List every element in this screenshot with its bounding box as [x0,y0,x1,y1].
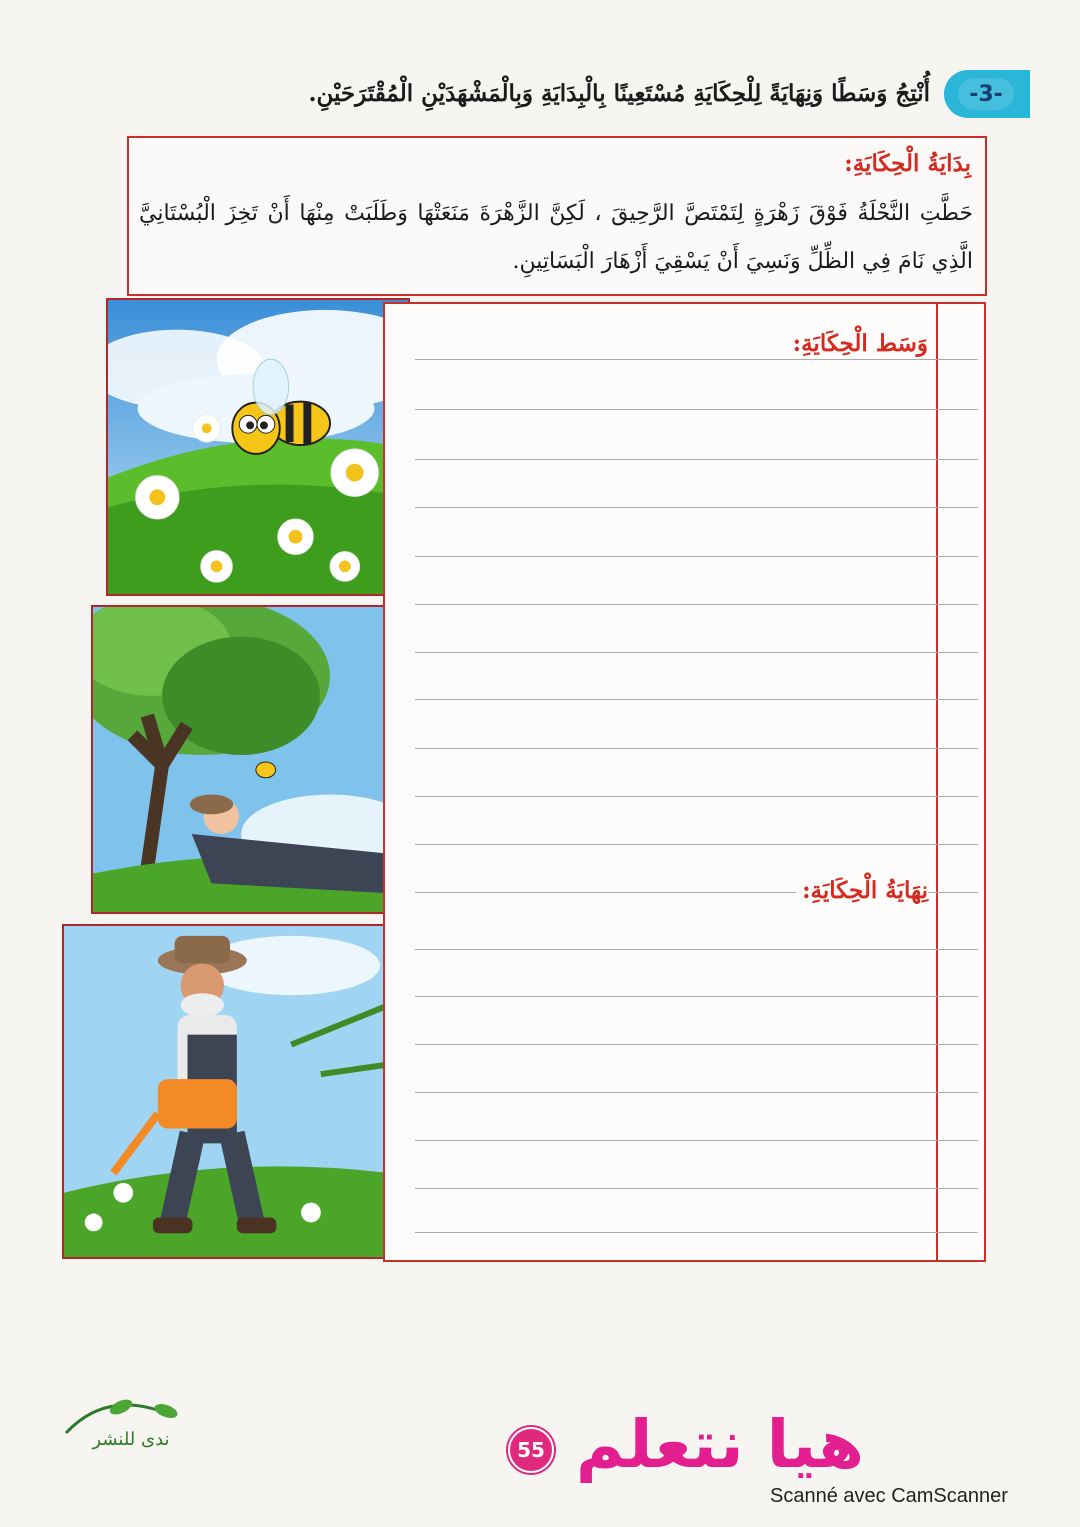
scanner-watermark: Scanné avec CamScanner [770,1485,1008,1507]
writing-line [415,796,978,797]
story-beginning-box [127,136,987,296]
exercise-instruction: أُنْتِجُ وَسَطًا وَنِهَايَةً لِلْحِكَايَةِ مُسْتَعِينًا بِالْبِدَايَةِ وَبِالْمَشْهَدَيْنِ الْمُقْتَرَحَيْنِ. [308,80,930,107]
writing-line [415,1140,978,1141]
page-number: 55 [508,1427,554,1473]
writing-line [415,1188,978,1189]
margin-line [936,304,938,1260]
writing-line [415,748,978,749]
writing-line [415,699,978,700]
story-beginning-title: بِدَايَةُ الْحِكَايَةِ: [844,150,971,177]
writing-line [415,409,978,410]
story-middle-title: وَسَط الْحِكَايَةِ: [787,330,928,357]
exercise-number: -3- [958,78,1014,110]
publisher-logo [46,1395,196,1455]
writing-line [415,844,978,845]
publisher-name: ندى للنشر [92,1429,170,1450]
bee-on-flowers-image [106,298,410,596]
exercise-number-badge [944,70,1030,118]
writing-line [415,1092,978,1093]
watering-gardener-image [62,924,391,1259]
writing-line [415,996,978,997]
writing-line [415,507,978,508]
series-title: هيا نتعلم [575,1406,865,1483]
story-beginning-text: حَطَّتِ النَّحْلَةُ فَوْقَ زَهْرَةٍ لِتَمْتَصَّ الرَّحِيقَ ، لَكِنَّ الزَّهْرَةَ مَنَعَتْهَا وَطَلَبَتْ مِنْهَا أَنْ تَخِزَ الْبُسْتَانِيَّ الَّذِي نَامَ فِي الظِّلِّ وَنَسِيَ أَنْ يَسْقِيَ أَزْهَارَ الْبَسَاتِينِ. [139,201,973,274]
writing-line [415,604,978,605]
writing-line [415,949,978,950]
story-end-title: نِهَايَةُ الْحِكَايَةِ: [796,877,928,904]
sleeping-gardener-image [91,605,402,914]
writing-line [415,459,978,460]
writing-line [415,359,978,360]
writing-line [415,1044,978,1045]
writing-line [415,1232,978,1233]
writing-line [415,556,978,557]
writing-line [415,652,978,653]
writing-panel [383,302,986,1262]
